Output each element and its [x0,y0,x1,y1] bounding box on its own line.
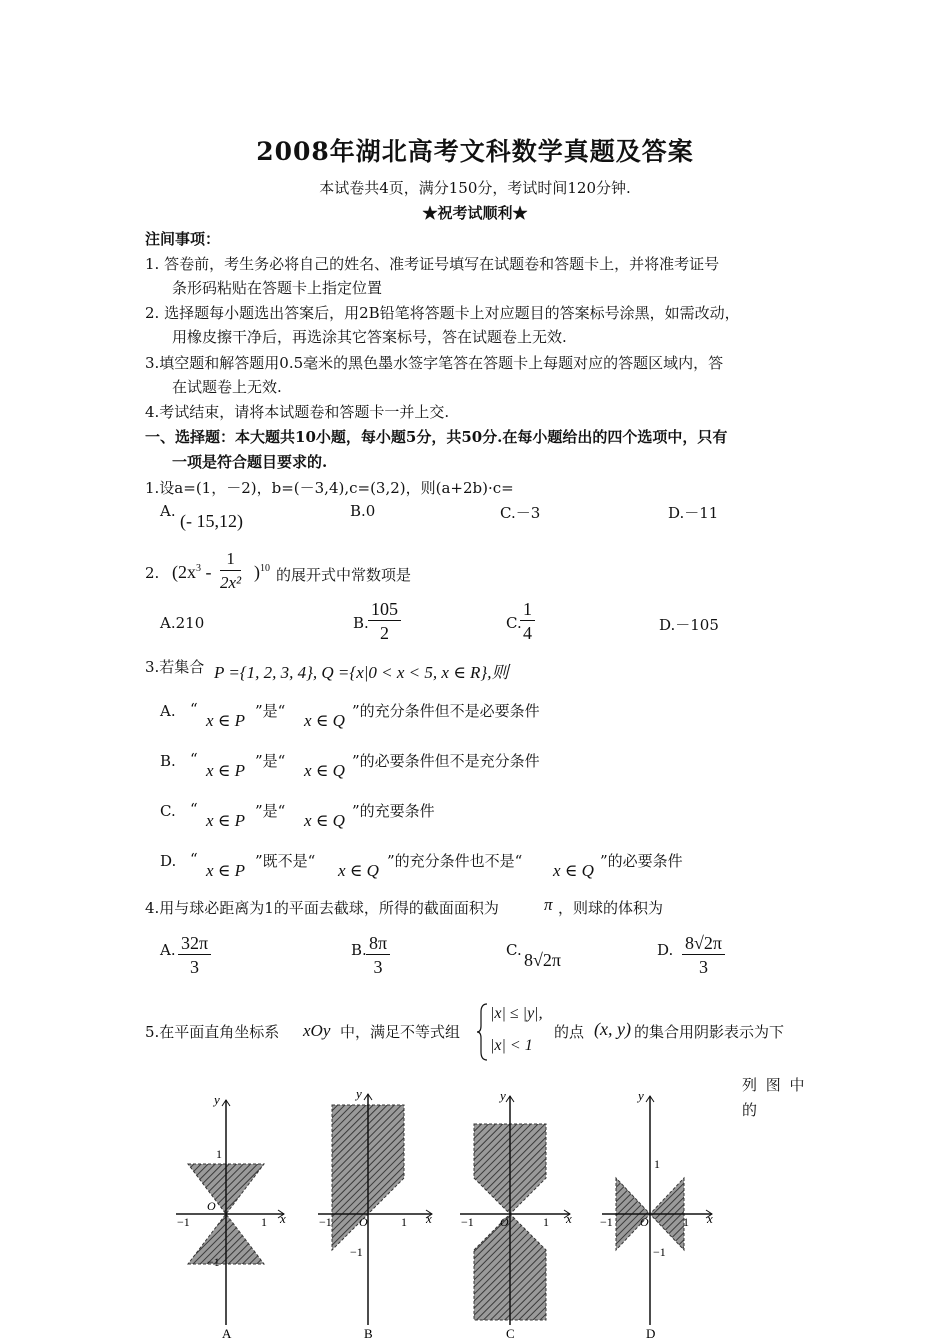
section-heading-line1: 一、选择题：本大题共10小题，每小题5分，共50分.在每小题给出的四个选项中，只有 [145,428,728,446]
graph-d-x-label: x [707,1211,713,1226]
q3-option-a-label: A. [160,702,176,720]
blessing: ★祝考试顺利★ [422,204,528,222]
graph-d-tick-pos-y: 1 [654,1157,660,1171]
q1-option-a-value: (- 15,12) [180,511,243,531]
q3-set-expr: P ={1, 2, 3, 4}, Q ={x|0 < x < 5, x ∈ R},则 [214,663,509,682]
q4-option-a-label: A. [160,941,176,959]
q5-tail2b: 的 [742,1101,758,1119]
graph-label-c: C [506,1326,515,1341]
graph-d [600,1088,713,1341]
q3-d-open-quote: “ [190,850,198,868]
q5-stem: 5.在平面直角坐标系 [145,1023,280,1041]
graph-c-y-label: y [500,1088,506,1103]
q2-stem-tail: 的展开式中常数项是 [276,566,412,584]
graph-c-tick-pos-x: 1 [543,1215,549,1229]
q3-a-tail: ”的充分条件但不是必要条件 [352,702,540,720]
graph-label-b: B [364,1326,373,1341]
q3-d-mid: ”既不是“ [255,852,316,870]
q3-d-tail: ”的充分条件也不是“ [387,852,523,870]
graph-a-tick-pos-x: 1 [261,1215,267,1229]
q2-number: 2. [145,564,160,582]
q5-tail2a: 列 图 中 [742,1076,805,1094]
note-2-line2: 用橡皮擦干净后，再选涂其它答案标号，答在试题卷上无效. [172,328,567,346]
graph-b-x-label: x [426,1211,432,1226]
page-title: 2008年湖北高考文科数学真题及答案 [256,137,694,166]
graph-a-tick-neg-x: −1 [177,1215,190,1229]
q2-paren: ) [254,562,260,582]
graph-label-d: D [646,1326,656,1341]
graph-a-x-label: x [280,1211,286,1226]
notes-heading: 注间事项： [145,230,221,248]
q5-ineq-1: |x| ≤ |y|, [490,1005,543,1022]
q4-d-num: 8√2π [682,932,725,955]
q4-a-den: 3 [190,957,200,977]
q5-mid: 中，满足不等式组 [340,1023,461,1041]
q2-c-den: 4 [523,623,532,643]
q4-option-b-label: B. [351,941,367,959]
q1-option-c: C.－3 [500,504,541,522]
q2-expr-left [172,562,212,583]
q3-a-xq: x ∈ Q [304,711,345,730]
q4-option-d-frac [682,932,725,979]
q2-expr-right [254,562,270,583]
q3-c-mid: ”是“ [255,802,286,820]
q4-option-c-value: 8√2π [524,950,561,970]
graph-c-tick-neg-x: −1 [461,1215,474,1229]
graph-d-y-label: y [638,1088,644,1103]
q3-b-open-quote: “ [190,750,198,768]
q5-brace [476,1002,490,1062]
q1-option-d: D.－11 [668,504,719,522]
q3-d-tail2: ”的必要条件 [600,852,683,870]
graph-b-origin: O [359,1215,368,1229]
q3-a-mid: ”是“ [255,702,286,720]
graph-a-tick-neg-y: −1 [207,1255,220,1269]
graph-c-x-label: x [566,1211,572,1226]
q4-pi: π [544,895,553,914]
q3-option-b-label: B. [160,752,176,770]
q3-b-tail: ”的必要条件但不是充分条件 [352,752,540,770]
q2-option-c-frac [520,598,535,645]
q2-frac-num: 1 [220,548,241,571]
q4-a-num: 32π [178,932,211,955]
q3-b-xp: x ∈ P [206,761,246,780]
q1-stem: 1.设a=(1，－2)，b=(－3,4),c=(3,2)，则(a+2b)·c= [145,479,514,497]
q5-point: (x, y) [594,1019,631,1039]
graph-d-tick-neg-x: −1 [600,1215,613,1229]
q3-d-xq-2: x ∈ Q [553,861,594,880]
q2-expr-exp3: 3 [196,563,201,574]
q1-option-b: B.0 [350,502,376,520]
section-heading-line2: 一项是符合题目要求的. [172,453,328,471]
q3-d-xq: x ∈ Q [338,861,379,880]
graph-b-tick-pos-x: 1 [401,1215,407,1229]
q2-b-num: 105 [368,598,401,621]
q2-option-b-label: B. [353,614,369,632]
graph-a [176,1092,286,1341]
q3-c-tail: ”的充要条件 [352,802,435,820]
graph-d-tick-pos-x: 1 [683,1215,689,1229]
q3-stem: 3.若集合 [145,658,205,676]
q2-option-d: D.－105 [659,616,719,634]
graph-b-tick-neg-y: −1 [350,1245,363,1259]
q4-option-d-label: D. [657,941,674,959]
q5-point-pre: 的点 [554,1023,585,1041]
q2-c-num: 1 [520,598,535,621]
graph-d-origin: O [640,1215,649,1229]
q2-option-a: A.210 [160,614,205,632]
q3-b-xq: x ∈ Q [304,761,345,780]
q4-option-c-label: C. [506,941,522,959]
q2-power: 10 [260,563,270,574]
q1-option-a-label: A. [160,502,176,520]
q5-graphs [150,1080,750,1344]
note-1-line2: 条形码粘贴在答题卡上指定位置 [172,279,383,297]
q4-b-num: 8π [366,932,390,955]
q2-option-b-frac [368,598,401,645]
q2-b-den: 2 [380,623,389,643]
q3-c-open-quote: “ [190,800,198,818]
note-2-line1: 2. 选择题每小题选出答案后，用2B铅笔将答题卡上对应题目的答案标号涂黑，如需改动， [145,304,740,322]
graph-a-origin: O [207,1199,216,1213]
q4-option-a-frac [178,932,211,979]
graph-c-origin: O [500,1215,509,1229]
q3-c-xq: x ∈ Q [304,811,345,830]
note-1-line1: 1. 答卷前，考生务必将自己的姓名、准考证号填写在试题卷和答题卡上，并将准考证号 [145,255,720,273]
note-3-line2: 在试题卷上无效. [172,378,282,396]
note-3-line1: 3.填空题和解答题用0.5毫米的黑色墨水签字笔答在答题卡上每题对应的答题区域内，答 [145,354,724,372]
q2-expr-base: (2x [172,562,196,582]
q5-tail: 的集合用阴影表示为下 [634,1023,785,1041]
q4-stem: 4.用与球必距离为1的平面去截球，所得的截面面积为 [145,899,499,917]
q3-option-d-label: D. [160,852,177,870]
graph-b [318,1086,432,1341]
q3-b-mid: ”是“ [255,752,286,770]
q4-option-b-frac [366,932,390,979]
q4-stem-tail: ，则球的体积为 [558,899,664,917]
q5-ineq-2: |x| < 1 [490,1037,533,1054]
q4-d-den: 3 [698,957,708,977]
q3-c-xp: x ∈ P [206,811,246,830]
q4-b-den: 3 [373,957,383,977]
graph-b-tick-neg-x: −1 [319,1215,332,1229]
q2-expr-minus: - [201,562,212,582]
q3-a-open-quote: “ [190,700,198,718]
q3-d-xp: x ∈ P [206,861,246,880]
q2-fraction [220,548,241,595]
graph-a-y-label: y [214,1092,220,1107]
exam-info: 本试卷共4页，满分150分，考试时间120分钟. [319,179,631,197]
q2-option-c-label: C. [506,614,522,632]
graph-a-tick-pos-y: 1 [216,1147,222,1161]
graph-c [460,1088,572,1341]
q3-option-c-label: C. [160,802,176,820]
note-4: 4.考试结束，请将本试题卷和答题卡一并上交. [145,403,450,421]
graph-b-y-label: y [356,1086,362,1101]
graph-d-tick-neg-y: −1 [653,1245,666,1259]
q2-frac-den: 2x² [220,573,242,592]
q5-xoy: xOy [303,1021,331,1040]
q3-a-xp: x ∈ P [206,711,246,730]
graph-label-a: A [222,1326,232,1341]
